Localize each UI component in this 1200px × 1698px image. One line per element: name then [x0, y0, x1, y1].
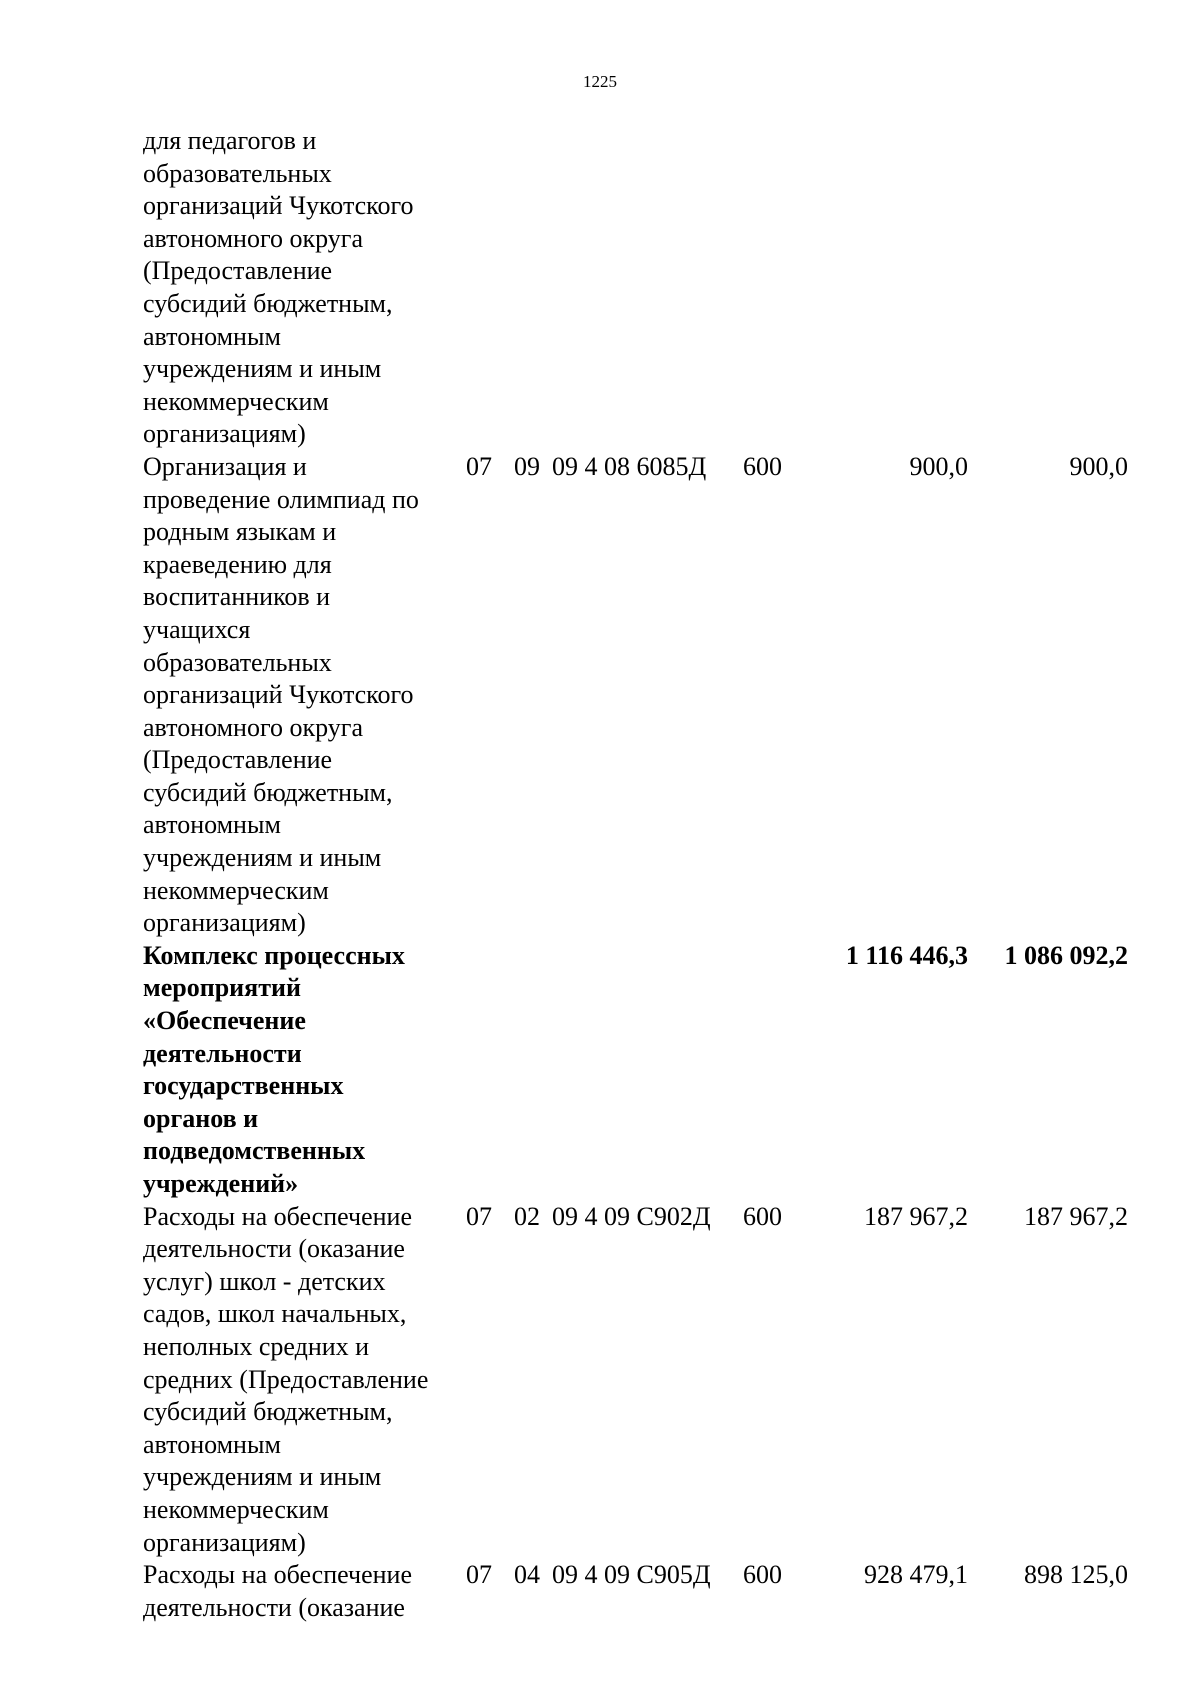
amount-year1-cell: 187 967,2 [864, 1201, 968, 1231]
expense-name-line: услуг) школ - детских [143, 1266, 386, 1296]
amount-year2-cell: 1 086 092,2 [1004, 940, 1128, 970]
subsection-code-cell: 09 [514, 451, 540, 481]
section-code-cell: 07 [466, 1560, 492, 1590]
table-row [138, 451, 1128, 940]
section-code-cell [450, 125, 511, 451]
target-article-cell: 09 4 09 С905Д [552, 1560, 711, 1590]
expense-name-line: государственных [143, 1071, 344, 1101]
expense-type-cell [739, 940, 799, 1201]
expense-name-line: организациям) [143, 419, 306, 449]
expense-name-line: некоммерческим [143, 1494, 329, 1524]
expense-name-line: автономного округа [143, 223, 363, 253]
subsection-code-cell: 04 [514, 1560, 540, 1590]
expense-name-line: организаций Чукотского [143, 680, 414, 710]
expense-name-cell [138, 1559, 450, 1624]
expense-name-line: учреждениям и иным [143, 1462, 382, 1492]
expense-name-cell [138, 451, 450, 940]
amount-year2-cell: 898 125,0 [1024, 1560, 1128, 1590]
expense-name-line: деятельности (оказание [143, 1592, 405, 1622]
expense-name-line: образовательных [143, 647, 332, 677]
expense-name-line: (Предоставление [143, 256, 333, 286]
expense-name-line: деятельности (оказание [143, 1234, 405, 1264]
expense-name-line: Расходы на обеспечение [143, 1201, 413, 1231]
expense-name-line: (Предоставление [143, 745, 333, 775]
expense-name-line: для педагогов и [143, 126, 317, 155]
expense-name-line: организациям) [143, 908, 306, 938]
amount-year1-cell: 1 116 446,3 [845, 940, 968, 970]
section-code-cell: 07 [466, 1201, 492, 1231]
expense-name-line: некоммерческим [143, 875, 329, 905]
expense-name-line: мероприятий [143, 973, 301, 1003]
expense-name-line: учреждений» [143, 1169, 299, 1198]
expense-name-line: автономным [143, 321, 281, 351]
expense-name-line: Организация и [143, 451, 307, 481]
table-body [138, 125, 1128, 1624]
expense-name-cell [138, 1201, 450, 1560]
table-row [138, 940, 1128, 1201]
expense-name-line: садов, школ начальных, [143, 1299, 407, 1329]
amount-year2-cell [968, 125, 1128, 451]
subsection-code-cell: 02 [514, 1201, 540, 1231]
expense-name-line: органов и [143, 1103, 259, 1133]
expense-name-line: образовательных [143, 158, 332, 188]
expense-name-line: субсидий бюджетным, [143, 288, 393, 318]
expense-name-line: подведомственных [143, 1136, 366, 1166]
amount-year2-cell: 187 967,2 [1024, 1201, 1128, 1231]
expense-name-line: Расходы на обеспечение [143, 1560, 413, 1590]
expense-name-cell [138, 125, 450, 451]
expense-name-line: организаций Чукотского [143, 191, 414, 221]
budget-table [138, 125, 1128, 1624]
expense-name-line: учреждениям и иным [143, 354, 382, 384]
subsection-code-cell [511, 940, 552, 1201]
expense-name-line: родным языкам и [143, 517, 337, 547]
expense-type-cell [739, 125, 799, 451]
expense-name-line: средних (Предоставление [143, 1364, 429, 1394]
expense-name-line: учащихся [143, 614, 251, 644]
expense-name-line: субсидий бюджетным, [143, 1397, 393, 1427]
section-code-cell [450, 940, 511, 1201]
target-article-cell: 09 4 09 С902Д [552, 1201, 711, 1231]
expense-name-line: проведение олимпиад по [143, 484, 419, 514]
page-number: 1225 [583, 72, 617, 91]
target-article-cell [552, 940, 739, 1201]
expense-name-line: учреждениям и иным [143, 843, 382, 873]
expense-name-line: воспитанников и [143, 582, 331, 612]
target-article-cell [552, 125, 739, 451]
amount-year1-cell: 900,0 [909, 451, 968, 481]
amount-year2-cell: 900,0 [1069, 451, 1128, 481]
amount-year1-cell [799, 125, 968, 451]
subsection-code-cell [511, 125, 552, 451]
expense-name-line: краеведению для [143, 549, 332, 579]
expense-name-line: Комплекс процессных [143, 940, 405, 970]
expense-type-cell: 600 [743, 1560, 782, 1590]
expense-name-cell [138, 940, 450, 1201]
expense-name-line: «Обеспечение [143, 1006, 306, 1036]
expense-name-line: автономным [143, 1429, 281, 1459]
expense-name-line: субсидий бюджетным, [143, 777, 393, 807]
table-row [138, 1559, 1128, 1624]
expense-name-line: некоммерческим [143, 386, 329, 416]
expense-type-cell: 600 [743, 451, 782, 481]
expense-name-line: автономным [143, 810, 281, 840]
table-row [138, 125, 1128, 451]
section-code-cell: 07 [466, 451, 492, 481]
target-article-cell: 09 4 08 6085Д [552, 451, 707, 481]
table-row [138, 1201, 1128, 1560]
amount-year1-cell: 928 479,1 [864, 1560, 968, 1590]
expense-name-line: организациям) [143, 1527, 306, 1557]
expense-name-line: неполных средних и [143, 1331, 370, 1361]
expense-name-line: автономного округа [143, 712, 363, 742]
expense-type-cell: 600 [743, 1201, 782, 1231]
expense-name-line: деятельности [143, 1038, 302, 1068]
